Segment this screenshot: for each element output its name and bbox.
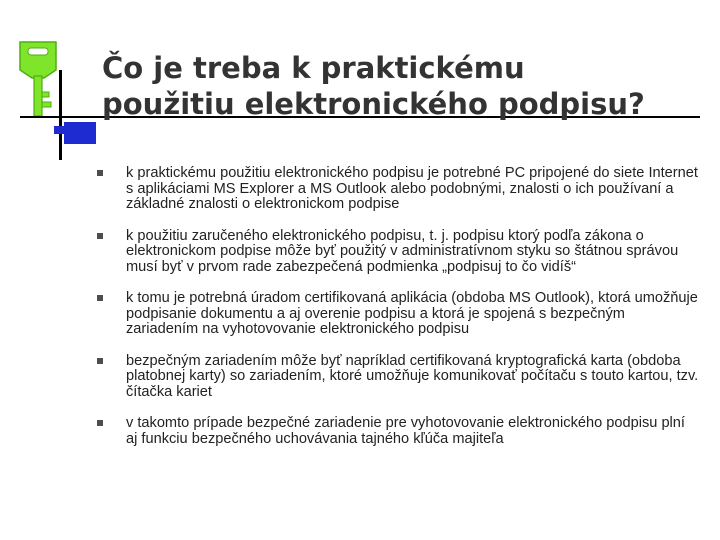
page-title	[102, 50, 702, 122]
bullet-text: v takomto prípade bezpečné zariadenie pre vyhotovovanie elektronického podpisu plní aj funkciu bezpečného uchovávania tajného kľúča majiteľa	[126, 415, 685, 447]
bullet-item	[96, 291, 700, 338]
bullet-text: k praktickému použitiu elektronického podpisu je potrebné PC pripojené do siete Internet s aplikáciami MS Explorer a MS Outlook alebo podobnými, znalosti o ich používaní a základné znalosti o elektronickom podpise	[126, 165, 698, 212]
bullet-square-icon	[97, 358, 103, 364]
bullet-square-icon	[97, 233, 103, 239]
bullet-item	[96, 166, 700, 213]
key-icon	[16, 40, 60, 120]
bullet-text: k tomu je potrebná úradom certifikovaná aplikácia (obdoba MS Outlook), ktorá umožňuje podpisanie dokumentu a aj overenie podpisu a ktorá je spojená s bezpečným zariadením na vyhotovovanie elektronického podpisu	[126, 290, 698, 337]
bullet-text: bezpečným zariadením môže byť napríklad certifikovaná kryptografická karta (obdoba platobnej karty) so zariadením, ktoré umožňuje komunikovať počítaču s touto kartou, tzv. čítačka kariet	[126, 352, 699, 400]
title-line-2: použitiu elektronického podpisu?	[102, 87, 645, 121]
accent-block	[64, 122, 96, 144]
bullet-list	[96, 166, 700, 463]
bullet-square-icon	[97, 420, 103, 426]
bullet-square-icon	[97, 170, 103, 176]
bullet-item	[96, 229, 700, 276]
bullet-item	[96, 416, 700, 447]
vertical-rule	[59, 70, 62, 160]
bullet-square-icon	[97, 295, 103, 301]
title-line-1: Čo je treba k praktickému	[102, 51, 525, 85]
bullet-item	[96, 354, 700, 401]
bullet-text: k použitiu zaručeného elektronického podpisu, t. j. podpisu ktorý podľa zákona o elektronickom podpise môže byť použitý v administratívnom styku so štátnou správou musí byť v prvom rade zabezpečená podmienka „podpisuj to čo vidíš“	[126, 227, 679, 275]
